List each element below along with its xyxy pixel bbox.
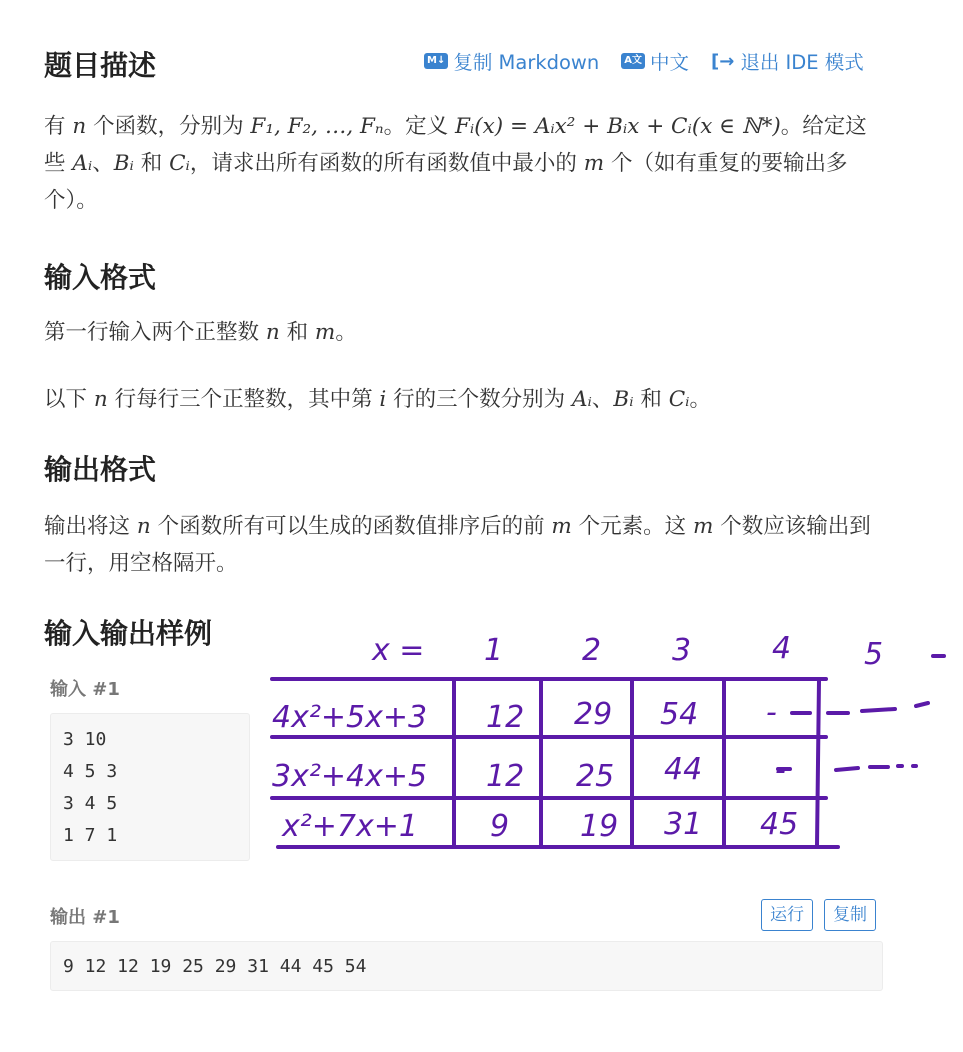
annotation-header-value: 5 [864,637,884,672]
translate-icon: A文 [621,53,645,69]
input-label: 输入 #1 [50,679,120,700]
annotation-dash [836,768,858,770]
exit-ide-label: 退出 IDE 模式 [740,51,864,74]
math-n: n [136,514,151,539]
text: 个元素。这 [578,514,687,539]
input-line: 3 4 5 [63,793,118,814]
input-line: 1 7 1 [63,825,118,846]
annotation-row-label: 4x²+5x+3 [272,700,428,735]
text: 行每行三个正整数，其中第 [114,387,373,412]
annotation-cell: - [766,695,777,730]
math-m: m [693,514,714,539]
math-formula: Fᵢ(x) = Aᵢx² + Bᵢx + Cᵢ(x ∈ ℕ*) [455,114,781,139]
math-ci: Cᵢ [169,151,190,176]
annotation-header-label: x = [372,633,425,668]
text: 和 [286,320,309,345]
annotation-header-value: 2 [582,633,602,668]
text: 。 [689,387,712,412]
desc-text: 个（如有重复的要输出多个）。 [44,151,848,213]
annotation-cell: 31 [664,807,703,842]
math-m: m [583,151,605,176]
text: 以下 [44,387,88,412]
samples-title: 输入输出样例 [44,617,213,650]
annotation-cell: 29 [574,697,613,732]
annotation-row-label: x²+7x+1 [282,809,418,844]
desc-text: 个函数，分别为 [93,114,244,139]
text: 个函数所有可以生成的函数值排序后的前 [157,514,545,539]
annotation-cell: 25 [576,759,615,794]
language-label: 中文 [650,51,690,74]
output-line: 9 12 12 19 25 29 31 44 45 54 [63,956,367,977]
markdown-icon: M↓ [424,53,448,69]
math-n: n [72,114,87,139]
math-n: n [265,320,280,345]
math-ai: Aᵢ [72,151,93,176]
input-format-title: 输入格式 [44,261,157,294]
math-m: m [314,320,336,345]
annotation-dash [862,709,895,711]
desc-text: 。定义 [383,114,449,139]
desc-text: ，请求出所有函数的所有函数值中最小的 [189,151,577,176]
desc-text: 有 [44,114,66,139]
output-format-title: 输出格式 [44,453,157,486]
annotation-grid-line [817,680,819,846]
copy-markdown-label: 复制 Markdown [453,51,600,74]
math-ci: Cᵢ [668,387,690,412]
annotation-cell: 44 [664,752,703,787]
text: 输出将这 [44,514,131,539]
annotation-row-label: 3x²+4x+5 [272,759,428,794]
run-button[interactable]: 运行 [761,899,813,931]
annotation-cell: 45 [760,807,799,842]
math-bi: Bᵢ [113,151,134,176]
annotation-cell: - [775,753,786,788]
annotation-cell: 19 [580,809,619,844]
text: 和 [640,387,662,412]
input-line: 3 10 [63,729,107,750]
desc-text: 和 [140,151,163,176]
annotation-cell: 12 [486,759,525,794]
desc-text: 、 [92,151,114,176]
annotation-dash [916,703,928,706]
desc-text: 。给定这些 [44,114,867,176]
text: 个数应该输出到一行，用空格隔开。 [44,514,871,576]
copy-output-button[interactable]: 复制 [824,899,876,931]
annotation-cell: 54 [660,697,699,732]
input-line: 4 5 3 [63,761,118,782]
output-label: 输出 #1 [50,907,120,928]
problem-description-title: 题目描述 [44,49,157,82]
math-m: m [551,514,572,539]
math-i: i [379,387,387,412]
math-ai: Aᵢ [572,387,592,412]
text: 。 [335,320,357,345]
math-n: n [93,387,108,412]
annotation-cell: 9 [490,809,510,844]
annotation-header-value: 3 [672,633,692,668]
annotation-header-value: 4 [772,631,792,666]
text: 第一行输入两个正整数 [44,320,260,345]
annotation-header-value: 1 [484,633,504,668]
annotation-cell: 12 [486,700,525,735]
text: 行的三个数分别为 [393,387,566,412]
exit-icon: [→ [711,50,735,72]
math-bi: Bᵢ [613,387,634,412]
text: 、 [591,387,614,412]
math-function-list: F₁, F₂, …, Fₙ [250,114,384,139]
